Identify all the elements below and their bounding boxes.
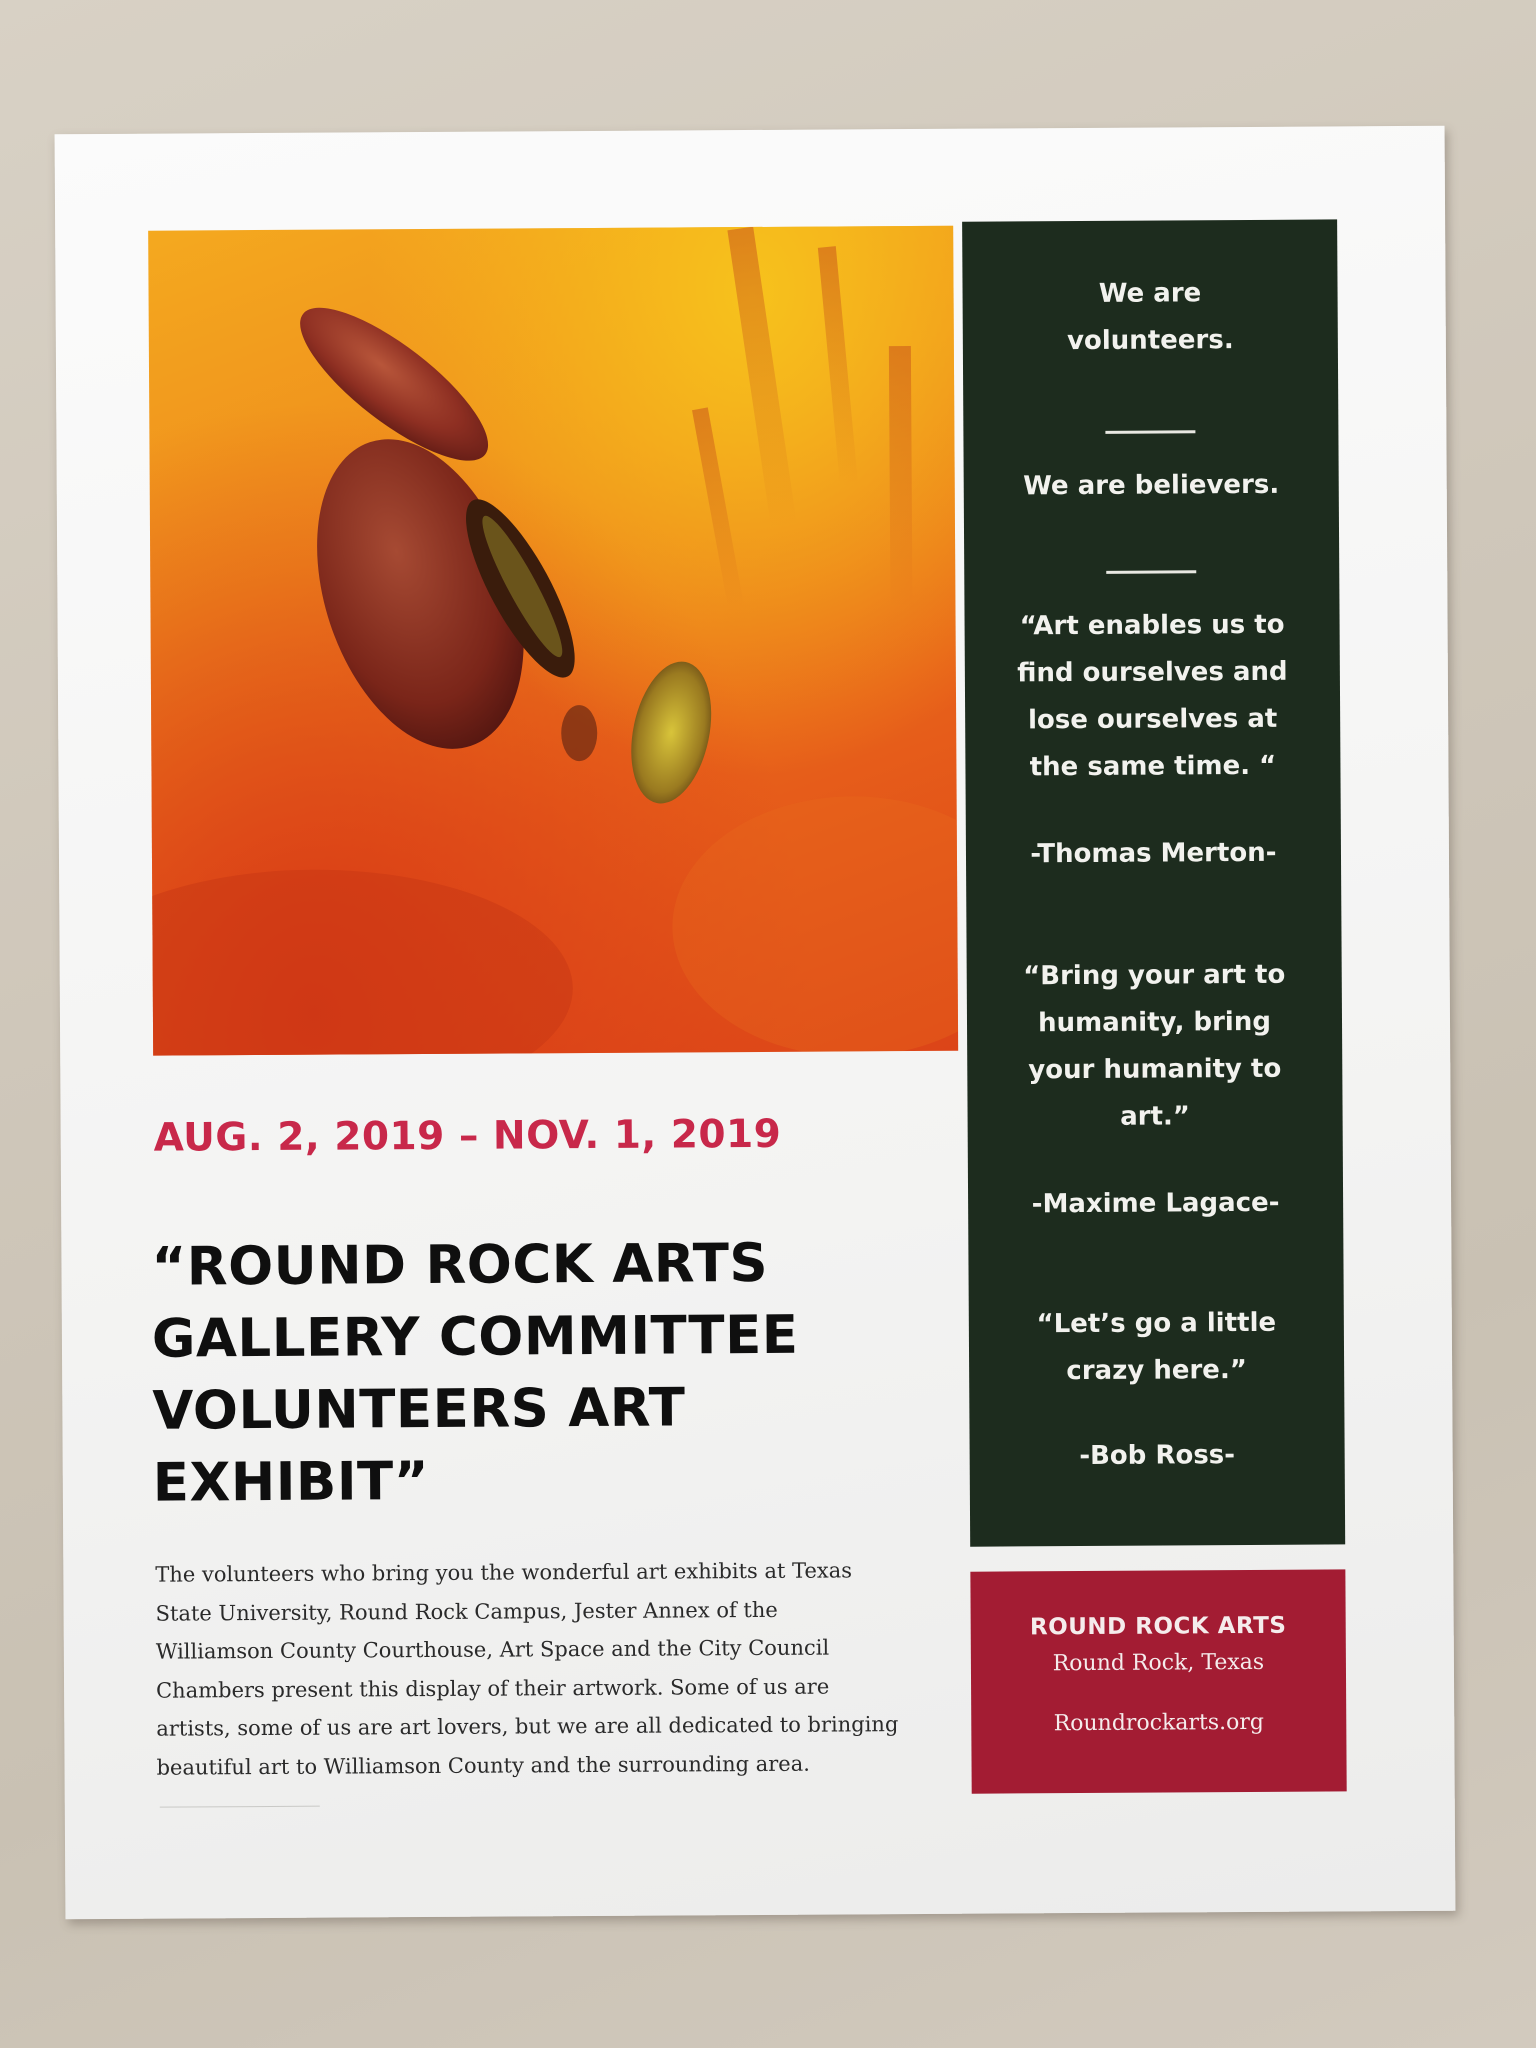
divider-rule	[1106, 570, 1196, 574]
quote-line: lose ourselves at	[1027, 703, 1278, 736]
quote-merton	[964, 601, 1340, 791]
description-line: Chambers present this display of their artwork. Some of us are	[155, 1674, 830, 1703]
flyer-sheet	[55, 126, 1456, 1919]
title-line: VOLUNTEERS ART	[152, 1377, 686, 1442]
organization-city: Round Rock, Texas	[1052, 1649, 1265, 1677]
exhibit-title	[151, 1227, 953, 1520]
flower-stamen-photo	[148, 226, 958, 1056]
description-line: artists, some of us are art lovers, but we are all dedicated to bringing	[156, 1712, 899, 1741]
tagline-line: We are	[1098, 278, 1202, 309]
quote-author-merton: -Thomas Merton-	[1030, 837, 1277, 870]
description-line: beautiful art to Williamson County and the surrounding area.	[156, 1751, 810, 1780]
quote-ross	[969, 1299, 1345, 1395]
title-line: GALLERY COMMITTEE	[151, 1304, 799, 1370]
title-line: EXHIBIT”	[152, 1451, 430, 1514]
footer-rule	[160, 1806, 320, 1808]
organization-website: Roundrockarts.org	[1053, 1709, 1264, 1737]
quote-line: find ourselves and	[1017, 656, 1288, 689]
quote-author-ross: -Bob Ross-	[1079, 1440, 1236, 1472]
quote-line: “Art enables us to	[1019, 609, 1285, 642]
exhibit-dates: AUG. 2, 2019 – NOV. 1, 2019	[153, 1111, 782, 1161]
quote-lagace	[967, 951, 1343, 1141]
quote-line: crazy here.”	[1066, 1355, 1247, 1387]
organization-name: ROUND ROCK ARTS	[1029, 1612, 1287, 1641]
tagline-line: volunteers.	[1066, 325, 1234, 357]
exhibit-description	[155, 1551, 936, 1787]
quote-line: your humanity to	[1028, 1053, 1282, 1086]
tagline-volunteers	[962, 269, 1338, 365]
quote-line: the same time. “	[1029, 750, 1277, 783]
quote-line: art.”	[1120, 1101, 1191, 1132]
quote-author-lagace: -Maxime Lagace-	[1031, 1187, 1280, 1220]
organization-credit-box	[970, 1569, 1346, 1793]
description-line: The volunteers who bring you the wonderful art exhibits at Texas	[155, 1558, 853, 1587]
description-line: Williamson County Courthouse, Art Space and the City Council	[155, 1635, 830, 1664]
divider-rule	[1105, 430, 1195, 434]
quote-line: “Bring your art to	[1023, 959, 1286, 992]
description-line: State University, Round Rock Campus, Jester Annex of the	[155, 1597, 778, 1626]
quotes-sidebar	[962, 219, 1345, 1546]
title-line: “ROUND ROCK ARTS	[151, 1232, 769, 1298]
quote-line: “Let’s go a little	[1036, 1307, 1277, 1340]
quote-line: humanity, bring	[1037, 1006, 1272, 1039]
tagline-believers: We are believers.	[1023, 469, 1280, 502]
